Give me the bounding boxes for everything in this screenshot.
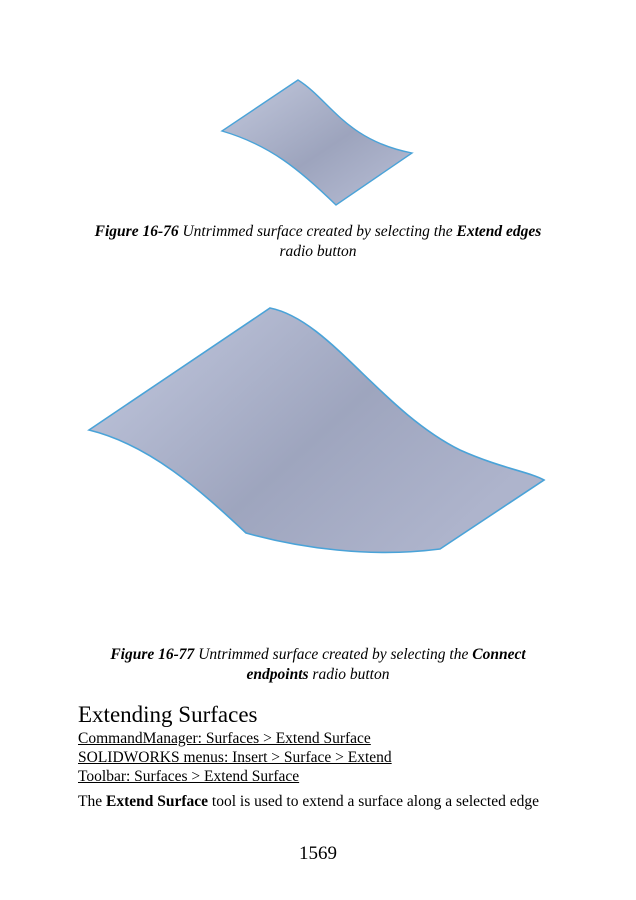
- figure-16-76-caption: [80, 222, 556, 262]
- caption-bold-term: Connect endpoints: [246, 646, 526, 683]
- menu-path-toolbar: Toolbar: Surfaces > Extend Surface: [78, 768, 300, 785]
- figure-label: Figure 16-77: [110, 646, 195, 663]
- caption-text: Untrimmed surface created by selecting the: [178, 223, 457, 240]
- menu-path-solidworks-menus: SOLIDWORKS menus: Insert > Surface > Extend: [78, 749, 392, 766]
- caption-bold-term: Extend edges: [456, 223, 542, 240]
- section-heading: Extending Surfaces: [78, 702, 258, 727]
- page-number: 1569: [299, 843, 337, 864]
- body-bold-term: Extend Surface: [105, 793, 209, 810]
- caption-text: radio button: [308, 666, 390, 683]
- body-text: tool is used to extend a surface along a selected edge: [208, 793, 540, 810]
- surface-face: [89, 308, 544, 552]
- figure-16-77-caption: [80, 645, 556, 685]
- body-paragraph: [78, 792, 558, 811]
- figure-label: Figure 16-76: [94, 223, 179, 240]
- caption-text: radio button: [279, 243, 357, 260]
- body-text: The: [78, 793, 106, 810]
- menu-path-commandmanager: CommandManager: Surfaces > Extend Surface: [78, 730, 371, 747]
- caption-text: Untrimmed surface created by selecting the: [194, 646, 473, 663]
